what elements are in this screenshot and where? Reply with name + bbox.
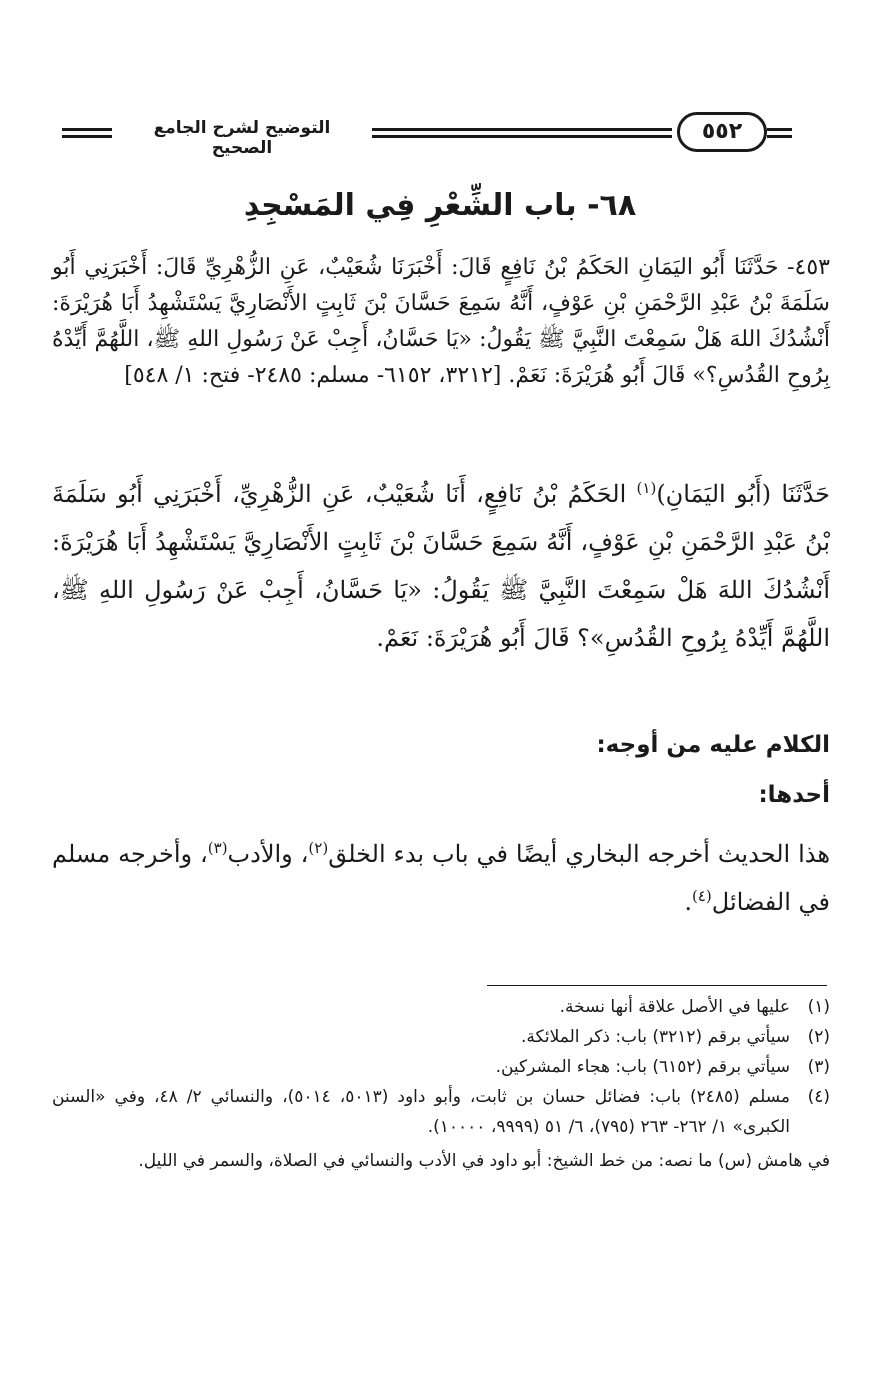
commentary-part: . xyxy=(684,888,692,916)
hadith-voweled-text xyxy=(52,470,830,662)
header-rule xyxy=(372,128,672,131)
header-rule xyxy=(767,135,792,138)
commentary-paragraph xyxy=(52,830,830,926)
footnote-text: عليها في الأصل علاقة أنها نسخة. xyxy=(559,997,790,1017)
footnote-number: (٤) xyxy=(807,1087,830,1107)
footnote-ref: (٣) xyxy=(207,839,228,857)
footnote-ref: (١) xyxy=(636,479,657,497)
footnote-number: (٢) xyxy=(807,1027,830,1047)
footnote-text: سيأتي برقم (٦١٥٢) باب: هجاء المشركين. xyxy=(495,1057,790,1077)
footnote-number: (٣) xyxy=(807,1057,830,1077)
hadith-voweled-part: حَدَّثَنَا (أَبُو اليَمَانِ) xyxy=(656,480,830,508)
running-title: التوضيح لشرح الجامع الصحيح xyxy=(153,118,331,158)
header-rule xyxy=(767,128,792,131)
footnote xyxy=(52,992,830,1022)
commentary-part: هذا الحديث أخرجه البخاري أيضًا في باب بدء الخلق xyxy=(328,840,830,868)
footnote xyxy=(52,1022,830,1052)
margin-note: في هامش (س) ما نصه: من خط الشيخ: أبو داود في الأدب والنسائي في الصلاة، والسمر في الليل. xyxy=(138,1151,830,1171)
footnote-ref: (٤) xyxy=(692,887,712,905)
footnotes xyxy=(52,992,830,1176)
chapter-title: ٦٨- باب الشِّعْرِ فِي المَسْجِدِ xyxy=(243,188,637,223)
commentary-part: ، وأخرجه مسلم في الفضائل xyxy=(52,840,830,916)
footnote-separator xyxy=(487,985,827,986)
running-header xyxy=(62,112,792,156)
first-aspect-heading: أحدها: xyxy=(758,782,830,808)
commentary-heading: الكلام عليه من أوجه: xyxy=(596,732,830,758)
header-rule xyxy=(62,135,112,138)
footnote xyxy=(52,1052,830,1082)
footnote xyxy=(52,1082,830,1142)
page-number: ٥٥٢ xyxy=(677,112,767,152)
hadith-voweled-part: الحَكَمُ بْنُ نَافِعٍ، أَنَا شُعَيْبٌ، عَنِ الزُّهْرِيِّ، أَخْبَرَنِي أَبُو سَلَمَةَ بْنُ عَبْدِ الرَّحْمَنِ بْنِ عَوْفٍ، أَنَّهُ سَمِعَ حَسَّانَ بْنَ ثَابِتٍ الأَنْصَارِيَّ يَسْتَشْهِدُ أَبَا هُرَيْرَةَ: أَنْشُدُكَ اللهَ هَلْ سَمِعْتَ النَّبِيَّ ﷺ يَقُولُ: «يَا حَسَّانُ، أَجِبْ عَنْ رَسُولِ اللهِ ﷺ، اللَّهُمَّ أَيِّدْهُ بِرُوحِ القُدُسِ»؟ قَالَ أَبُو هُرَيْرَةَ: نَعَمْ. xyxy=(52,480,831,652)
header-rule xyxy=(62,128,112,131)
footnote-text: سيأتي برقم (٣٢١٢) باب: ذكر الملائكة. xyxy=(520,1027,790,1047)
footnote-text: مسلم (٢٤٨٥) باب: فضائل حسان بن ثابت، وأبو داود (٥٠١٣، ٥٠١٤)، والنسائي ٢/ ٤٨، وفي «السنن الكبرى» ١/ ٢٦٢- ٢٦٣ (٧٩٥)، ٦/ ٥١ (٩٩٩٩، ١٠٠٠٠). xyxy=(52,1087,790,1137)
hadith-text: ٤٥٣- حَدَّثَنَا أَبُو اليَمَانِ الحَكَمُ بْنُ نَافِعٍ قَالَ: أَخْبَرَنَا شُعَيْبٌ، عَنِ الزُّهْرِيِّ قَالَ: أَخْبَرَنِي أَبُو سَلَمَةَ بْنُ عَبْدِ الرَّحْمَنِ بْنِ عَوْفٍ، أَنَّهُ سَمِعَ حَسَّانَ بْنَ ثَابِتٍ الأَنْصَارِيَّ يَسْتَشْهِدُ أَبَا هُرَيْرَةَ: أَنْشُدُكَ اللهَ هَلْ سَمِعْتَ النَّبِيَّ ﷺ يَقُولُ: «يَا حَسَّانُ، أَجِبْ عَنْ رَسُولِ اللهِ ﷺ، اللَّهُمَّ أَيِّدْهُ بِرُوحِ القُدُسِ؟» قَالَ أَبُو هُرَيْرَةَ: نَعَمْ. [٣٢١٢، ٦١٥٢- مسلم: ٢٤٨٥- فتح: ١/ ٥٤٨] xyxy=(52,255,830,388)
commentary-part: ، والأدب xyxy=(227,840,309,868)
footnote-number: (١) xyxy=(807,997,830,1017)
header-rule xyxy=(372,135,672,138)
footnote-ref: (٢) xyxy=(308,839,329,857)
